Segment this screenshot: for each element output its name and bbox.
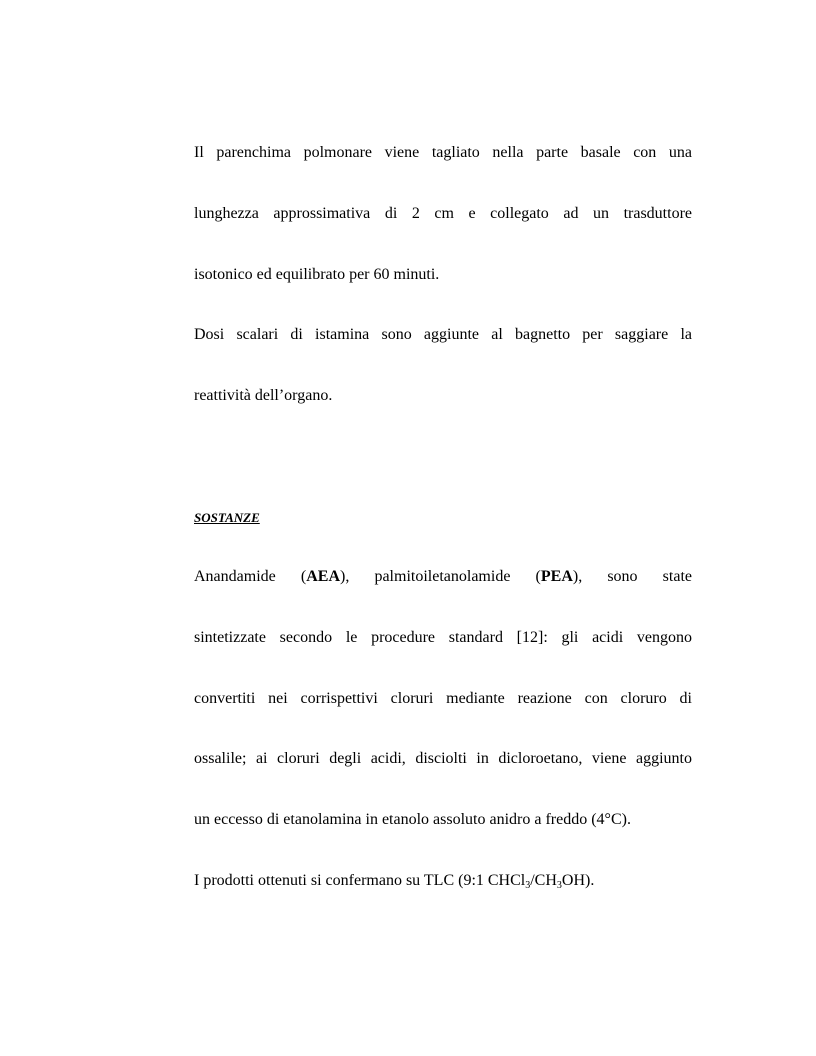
text-segment: ), sono state: [572, 568, 693, 585]
text-segment: I prodotti ottenuti si confermano su TLC (9:1 CHCl: [194, 872, 526, 889]
subscript: 3: [556, 880, 562, 891]
paragraph-line: Il parenchima polmonare viene tagliato nella parte basale con una: [194, 144, 692, 161]
text-segment: OH).: [561, 872, 595, 889]
text-segment: ), palmitoiletanolamide (: [340, 568, 541, 585]
paragraph-line: [194, 871, 692, 891]
paragraph-line: reattività dell’organo.: [194, 387, 333, 404]
text-segment: /CH: [530, 872, 557, 889]
abbreviation-aea: AEA: [306, 568, 340, 585]
subscript: 3: [525, 880, 531, 891]
paragraph-line: ossalile; ai cloruri degli acidi, disciolti in dicloroetano, viene aggiunto: [194, 750, 692, 767]
abbreviation-pea: PEA: [540, 568, 573, 585]
paragraph-line: [194, 567, 692, 587]
paragraph-line: isotonico ed equilibrato per 60 minuti.: [194, 266, 440, 283]
paragraph-line: convertiti nei corrispettivi cloruri mediante reazione con cloruro di: [194, 690, 692, 707]
text-segment: Anandamide (: [194, 568, 307, 585]
paragraph-line: lunghezza approssimativa di 2 cm e collegato ad un trasduttore: [194, 205, 692, 222]
paragraph-line: sintetizzate secondo le procedure standard [12]: gli acidi vengono: [194, 629, 692, 646]
paragraph-line: Dosi scalari di istamina sono aggiunte al bagnetto per saggiare la: [194, 326, 692, 343]
section-heading: SOSTANZE: [194, 510, 260, 525]
paragraph-line: un eccesso di etanolamina in etanolo assoluto anidro a freddo (4°C).: [194, 811, 631, 828]
